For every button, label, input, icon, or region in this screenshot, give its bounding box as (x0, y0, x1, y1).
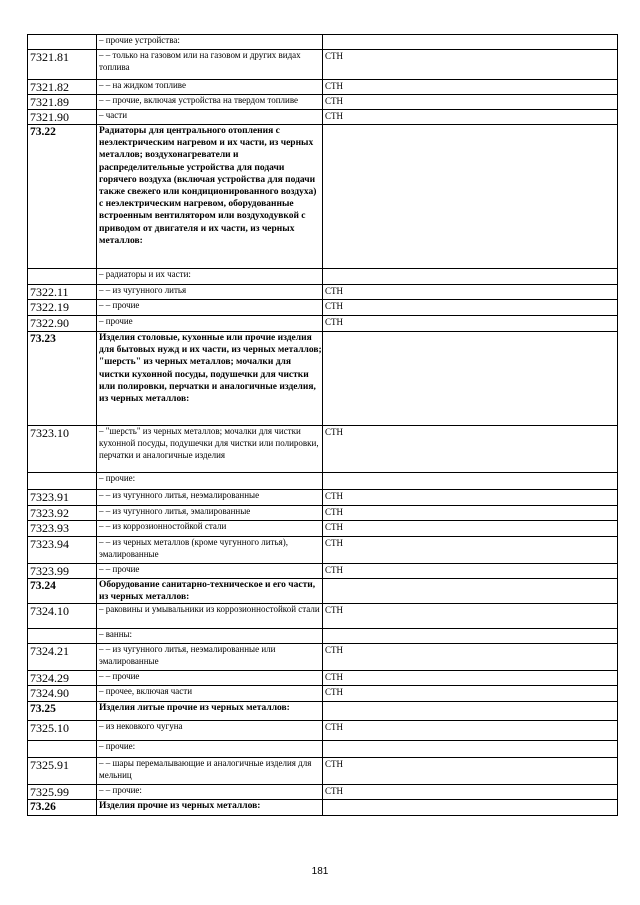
description-cell: – – из чугунного литья, неэмалированные или эмалированные (97, 644, 323, 671)
heading-row (28, 702, 618, 721)
description-cell: – прочие: (97, 473, 323, 490)
code-cell: 7324.10 (28, 604, 97, 629)
description-cell: – – прочие (97, 300, 323, 316)
description-cell: Изделия литые прочие из черных металлов: (97, 702, 323, 721)
description-cell: – – на жидком топливе (97, 80, 323, 95)
description-cell: – прочие (97, 316, 323, 332)
unit-cell: СТН (323, 671, 618, 686)
description-cell: Радиаторы для центрального отопления с неэлектрическим нагревом и их части, из черных металлов; воздухонагреватели и распределительные устройства для подачи горячего воздуха (включая устройства для подачи также свежего или кондиционированного воздуха) с неэлектрическим нагревом, оборудованные встроенным вентилятором или воздуходувкой с приводом от двигателя и их части, из черных металлов: (97, 125, 323, 269)
description-cell: – – из чугунного литья, эмалированные (97, 506, 323, 521)
code-cell: 73.26 (28, 800, 97, 816)
code-cell: 7323.93 (28, 521, 97, 537)
description-cell: – – шары перемалывающие и аналогичные изделия для мельниц (97, 758, 323, 785)
code-cell (28, 35, 97, 50)
table-row (28, 80, 618, 95)
unit-cell: СТН (323, 521, 618, 537)
tariff-table-body (28, 35, 618, 816)
unit-cell: СТН (323, 490, 618, 506)
code-cell (28, 629, 97, 644)
code-cell: 7323.92 (28, 506, 97, 521)
unit-cell: СТН (323, 300, 618, 316)
table-row (28, 426, 618, 473)
unit-cell: СТН (323, 426, 618, 473)
description-cell: – прочие: (97, 741, 323, 758)
heading-row (28, 800, 618, 816)
description-cell: Изделия столовые, кухонные или прочие изделия для бытовых нужд и их части, из черных металлов; "шерсть" из черных металлов; мочалки для чистки кухонной посуды, подушечки для чистки или полировки, перчатки и аналогичные изделия, из черных металлов: (97, 332, 323, 426)
table-row (28, 285, 618, 300)
description-cell: – – прочие (97, 671, 323, 686)
description-cell: Оборудование санитарно-техническое и его части, из черных металлов: (97, 579, 323, 604)
description-cell: – радиаторы и их части: (97, 269, 323, 285)
table-row (28, 300, 618, 316)
unit-cell (323, 125, 618, 269)
unit-cell (323, 579, 618, 604)
description-cell: – – из чугунного литья, неэмалированные (97, 490, 323, 506)
table-row (28, 785, 618, 800)
unit-cell: СТН (323, 537, 618, 564)
description-cell: Изделия прочие из черных металлов: (97, 800, 323, 816)
description-cell: – ванны: (97, 629, 323, 644)
code-cell: 73.25 (28, 702, 97, 721)
description-cell: – – прочие (97, 564, 323, 579)
unit-cell: СТН (323, 506, 618, 521)
table-row (28, 506, 618, 521)
unit-cell: СТН (323, 95, 618, 110)
table-row (28, 686, 618, 702)
page-number: 181 (311, 866, 329, 877)
unit-cell: СТН (323, 785, 618, 800)
unit-cell (323, 269, 618, 285)
code-cell: 7324.21 (28, 644, 97, 671)
code-cell: 73.22 (28, 125, 97, 269)
unit-cell (323, 35, 618, 50)
unit-cell (323, 800, 618, 816)
code-cell: 73.23 (28, 332, 97, 426)
table-row (28, 95, 618, 110)
description-cell: – – из чугунного литья (97, 285, 323, 300)
description-cell: – части (97, 110, 323, 125)
table-row (28, 473, 618, 490)
table-row (28, 521, 618, 537)
code-cell: 7323.10 (28, 426, 97, 473)
description-cell: – из нековкого чугуна (97, 721, 323, 741)
unit-cell (323, 741, 618, 758)
description-cell: – раковины и умывальники из коррозионностойкой стали (97, 604, 323, 629)
table-row (28, 537, 618, 564)
code-cell: 7323.99 (28, 564, 97, 579)
code-cell: 7322.19 (28, 300, 97, 316)
unit-cell: СТН (323, 285, 618, 300)
code-cell: 7324.90 (28, 686, 97, 702)
table-row (28, 629, 618, 644)
table-row (28, 316, 618, 332)
table-row (28, 490, 618, 506)
code-cell: 73.24 (28, 579, 97, 604)
description-cell: – – из коррозионностойкой стали (97, 521, 323, 537)
table-row (28, 644, 618, 671)
unit-cell (323, 332, 618, 426)
heading-row (28, 332, 618, 426)
heading-row (28, 579, 618, 604)
code-cell (28, 473, 97, 490)
code-cell: 7325.99 (28, 785, 97, 800)
unit-cell (323, 473, 618, 490)
heading-row (28, 125, 618, 269)
code-cell (28, 741, 97, 758)
unit-cell: СТН (323, 110, 618, 125)
table-row (28, 604, 618, 629)
unit-cell: СТН (323, 80, 618, 95)
code-cell: 7322.90 (28, 316, 97, 332)
table-row (28, 564, 618, 579)
description-cell: – – прочие: (97, 785, 323, 800)
code-cell: 7325.91 (28, 758, 97, 785)
unit-cell: СТН (323, 604, 618, 629)
table-row (28, 671, 618, 686)
table-row (28, 35, 618, 50)
table-row (28, 50, 618, 80)
unit-cell: СТН (323, 686, 618, 702)
code-cell: 7321.81 (28, 50, 97, 80)
code-cell: 7325.10 (28, 721, 97, 741)
code-cell: 7323.91 (28, 490, 97, 506)
code-cell: 7323.94 (28, 537, 97, 564)
table-row (28, 110, 618, 125)
description-cell: – – прочие, включая устройства на твердом топливе (97, 95, 323, 110)
unit-cell: СТН (323, 758, 618, 785)
description-cell: – – из черных металлов (кроме чугунного литья), эмалированные (97, 537, 323, 564)
code-cell: 7321.90 (28, 110, 97, 125)
description-cell: – прочие устройства: (97, 35, 323, 50)
code-cell: 7321.89 (28, 95, 97, 110)
description-cell: – прочее, включая части (97, 686, 323, 702)
code-cell: 7321.82 (28, 80, 97, 95)
code-cell: 7322.11 (28, 285, 97, 300)
unit-cell: СТН (323, 564, 618, 579)
unit-cell: СТН (323, 644, 618, 671)
description-cell: – – только на газовом или на газовом и других видах топлива (97, 50, 323, 80)
table-row (28, 758, 618, 785)
unit-cell (323, 629, 618, 644)
unit-cell (323, 702, 618, 721)
unit-cell: СТН (323, 721, 618, 741)
code-cell: 7324.29 (28, 671, 97, 686)
description-cell: – "шерсть" из черных металлов; мочалки для чистки кухонной посуды, подушечки для чистки или полировки, перчатки и аналогичные изделия (97, 426, 323, 473)
table-row (28, 741, 618, 758)
table-row (28, 721, 618, 741)
code-cell (28, 269, 97, 285)
unit-cell: СТН (323, 50, 618, 80)
tariff-table (27, 34, 618, 816)
table-row (28, 269, 618, 285)
unit-cell: СТН (323, 316, 618, 332)
